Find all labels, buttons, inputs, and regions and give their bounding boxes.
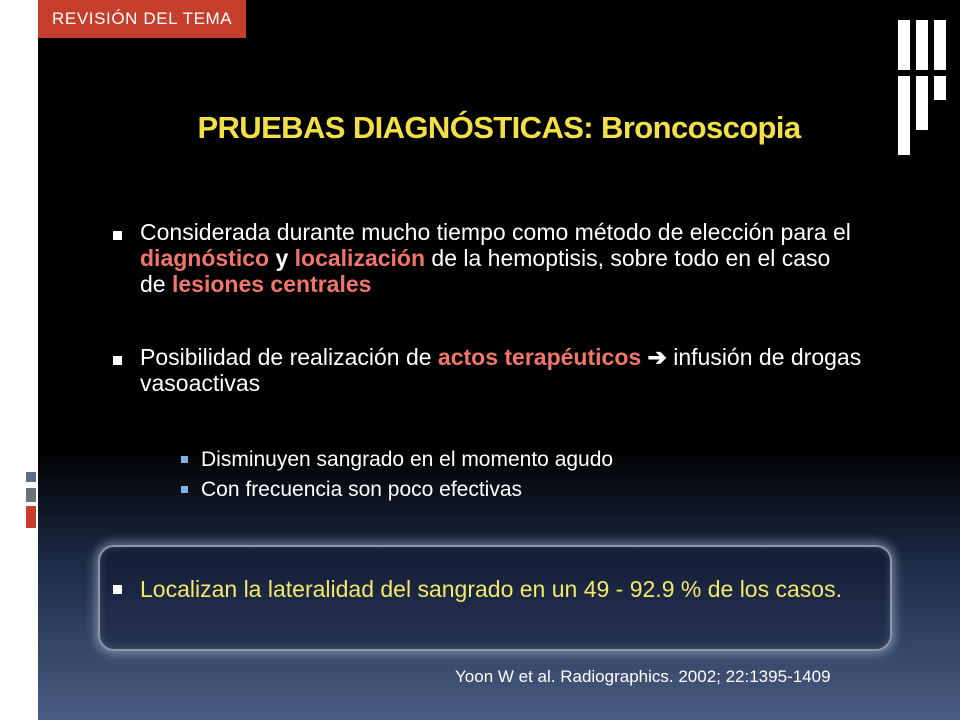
deco-block-red	[26, 506, 36, 528]
highlight-diagnostico: diagnóstico	[140, 245, 270, 271]
highlight-lesiones-centrales: lesiones centrales	[171, 271, 372, 297]
callout-text: Localizan la lateralidad del sangrado en un 49 - 92.9 % de los casos.	[140, 576, 842, 602]
bullet-1-text-b: de la hemoptisis, sobre todo en el caso de	[140, 245, 831, 297]
sub-bullet-marker	[181, 456, 188, 463]
bullet-1-text-a: Considerada durante mucho tiempo como método de elección para el	[140, 219, 851, 245]
citation: Yoon W et al. Radiographics. 2002; 22:1395-1409	[455, 667, 831, 686]
bullet-2	[140, 344, 870, 396]
bullet-1	[140, 219, 860, 297]
bullet-marker	[113, 356, 122, 365]
arrow-icon: ➔	[641, 344, 674, 370]
deco-block-gray	[26, 472, 36, 482]
bullet-2-text-a: Posibilidad de realización de	[140, 344, 438, 370]
section-tag: REVISIÓN DEL TEMA	[38, 0, 246, 38]
bullet-1-conjunction: y	[269, 245, 295, 271]
bullet-marker	[113, 585, 122, 594]
deco-block	[934, 20, 946, 100]
highlight-actos-terapeuticos: actos terapéuticos	[437, 344, 642, 370]
highlight-localizacion: localización	[294, 245, 426, 271]
sub-bullet-2: Con frecuencia son poco efectivas	[201, 478, 523, 501]
left-decorative-strip	[0, 0, 38, 720]
deco-block-gray	[26, 488, 36, 502]
deco-block	[898, 70, 946, 76]
sub-bullet-marker	[181, 486, 188, 493]
sub-bullet-1: Disminuyen sangrado en el momento agudo	[201, 448, 614, 471]
slide-title: PRUEBAS DIAGNÓSTICAS: Broncoscopia	[197, 110, 801, 145]
bullet-2-text-b: infusión de drogas vasoactivas	[140, 344, 862, 396]
bullet-marker	[113, 231, 122, 240]
